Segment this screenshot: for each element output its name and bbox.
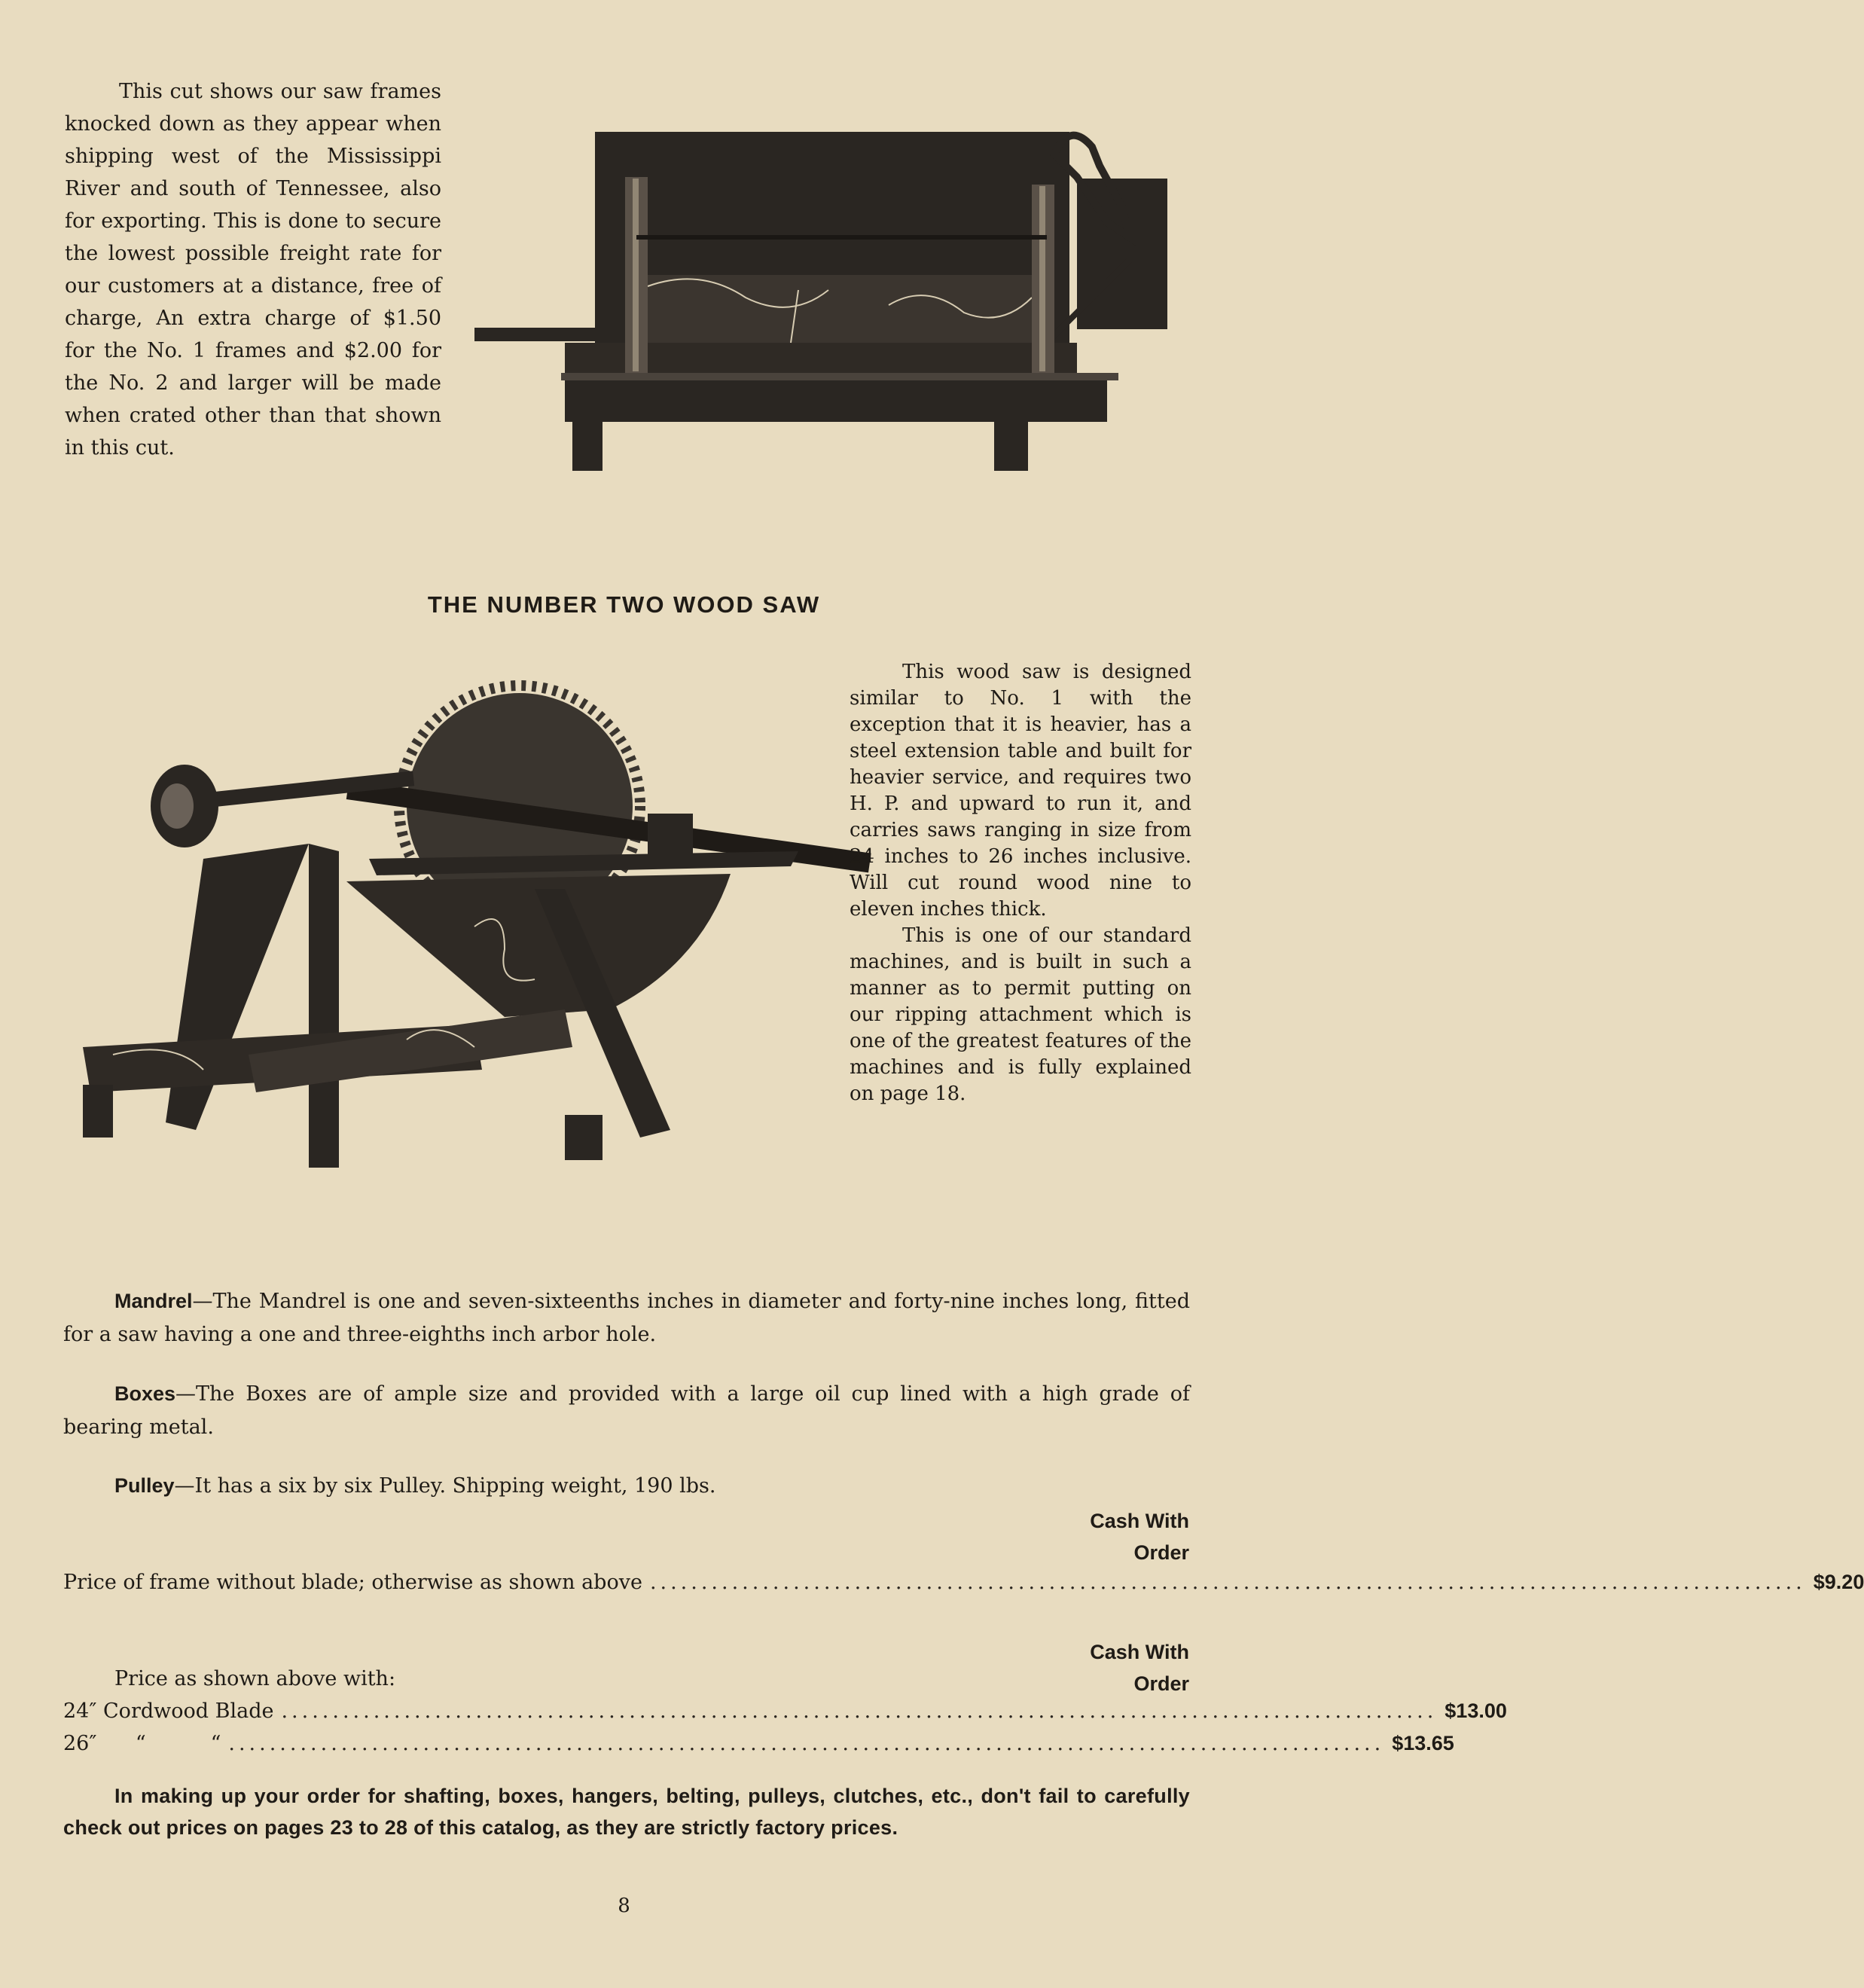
price-row-frame-desc: Price of frame without blade; otherwise as shown above [63, 1571, 642, 1594]
spec-boxes [63, 1377, 1190, 1444]
price-row-24-blade [63, 1699, 1507, 1731]
description-paragraph-1: This wood saw is designed similar to No. 1 with the exception that it is heavier, has a steel extension table and built for heavier service, and requires two H. P. and upward to run it, and carries saws ranging in size from 24 inches to 26 inches inclusive. Will cut round wood nine to eleven inches thick. [850, 661, 1191, 921]
wood-saw-illustration [83, 663, 806, 1213]
knocked-down-frame-illustration [474, 124, 1175, 508]
price-column-header-2 [1039, 1636, 1189, 1699]
spec-pulley [63, 1469, 1190, 1503]
leader-dots: ................................................................................................................. [281, 1699, 1438, 1723]
page-number: 8 [618, 1895, 630, 1917]
price-column-header-2-line1: Cash With [1090, 1641, 1189, 1663]
closing-note: In making up your order for shafting, boxes, hangers, belting, pulleys, clutches, etc., don't fail to carefully check out prices on pages 23 to 28 of this catalog, as they are strictly factory prices. [63, 1785, 1190, 1839]
price-intro-text: Price as shown above with: [114, 1667, 396, 1690]
spec-boxes-label: Boxes [114, 1382, 176, 1405]
price-row-26-desc: 26″ “ “ [63, 1732, 221, 1755]
price-column-header-line1: Cash With [1090, 1510, 1189, 1532]
description-paragraph-2: This is one of our standard machines, and is built in such a manner as to permit putting on our ripping attachment which is one of the greatest features of the machines and is fully explained on page 18. [850, 924, 1191, 1105]
section-title: THE NUMBER TWO WOOD SAW [427, 591, 821, 618]
price-row-frame [63, 1571, 1864, 1602]
price-row-frame-amount: $9.20 [1813, 1571, 1864, 1593]
spec-pulley-text: —It has a six by six Pulley. Shipping weight, 190 lbs. [174, 1474, 716, 1498]
leader-dots: ................................................................................................................. [649, 1571, 1806, 1594]
spec-mandrel-text: —The Mandrel is one and seven-sixteenths inches in diameter and forty-nine inches long, fitted for a saw having a one and three-eighths inch arbor hole. [63, 1290, 1190, 1346]
price-row-26-blade [63, 1732, 1454, 1764]
price-intro [114, 1667, 491, 1699]
price-column-header-line2: Order [1133, 1541, 1189, 1564]
spec-pulley-label: Pulley [114, 1474, 175, 1497]
spec-boxes-text: —The Boxes are of ample size and provided with a large oil cup lined with a high grade of bearing metal. [63, 1382, 1190, 1439]
spec-mandrel-label: Mandrel [114, 1290, 193, 1312]
wood-saw-description [850, 659, 1191, 1107]
price-row-24-amount: $13.00 [1445, 1699, 1507, 1722]
price-column-header-2-line2: Order [1133, 1672, 1189, 1695]
spec-mandrel [63, 1284, 1190, 1351]
price-row-24-desc: 24″ Cordwood Blade [63, 1699, 274, 1723]
price-row-26-amount: $13.65 [1392, 1732, 1454, 1754]
leader-dots: ................................................................................................................. [228, 1732, 1385, 1755]
knocked-down-description: This cut shows our saw frames knocked down as they appear when shipping west of the Mississippi River and south of Tennessee, also for exporting. This is done to secure the lowest possible freight rate for our customers at a distance, free of charge, An extra charge of $1.50 for the No. 1 frames and $2.00 for the No. 2 and larger will be made when crated other than that shown in this cut. [65, 80, 441, 460]
price-column-header [1039, 1505, 1189, 1568]
